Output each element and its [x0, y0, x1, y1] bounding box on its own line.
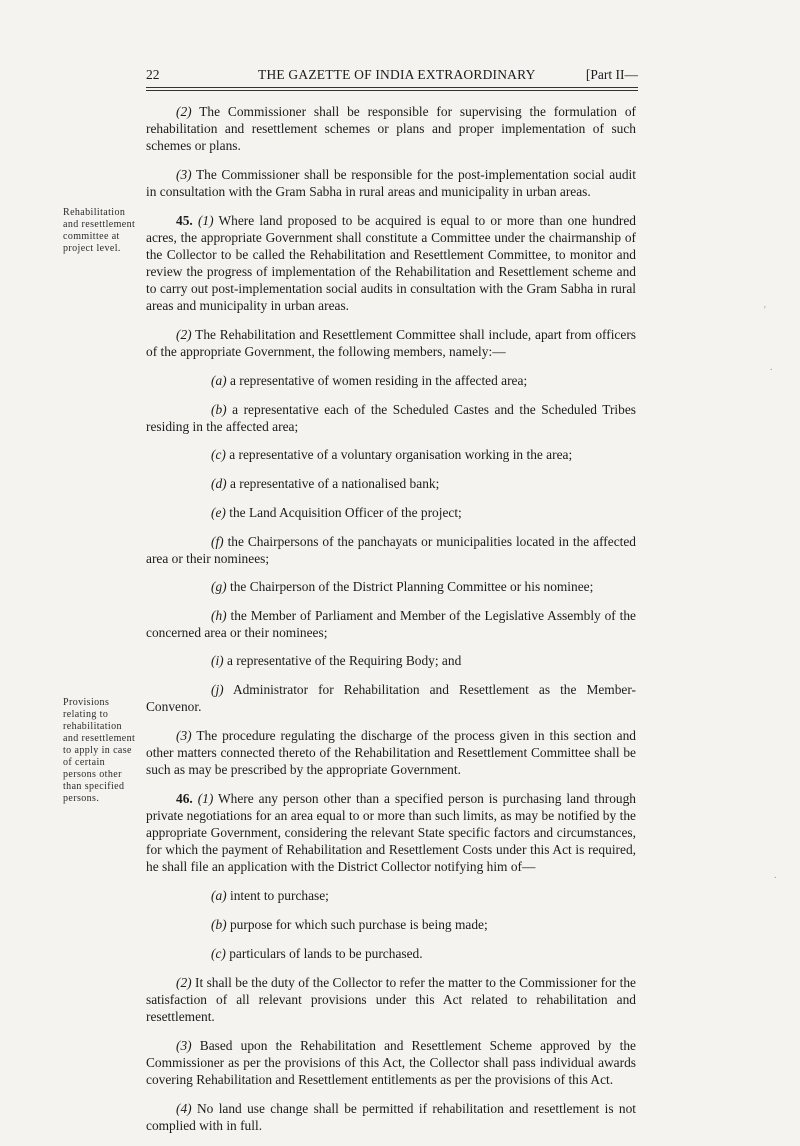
header-rule-top — [146, 87, 638, 88]
document-body — [146, 103, 636, 1146]
section-45-item-c: (c) a representative of a voluntary organisation working in the area; — [211, 447, 573, 462]
section-46-item-c: (c) particulars of lands to be purchased. — [211, 946, 423, 961]
part-label: [Part II— — [585, 67, 638, 82]
scan-speck: . — [774, 870, 777, 881]
section-46-item-a: (a) intent to purchase; — [211, 888, 329, 903]
section-45-item-j: (j) Administrator for Rehabilitation and Resettlement as the Member-Convenor. — [146, 682, 637, 714]
section-45-item-h: (h) the Member of Parliament and Member of the Legislative Assembly of the concerned area or their nominees; — [146, 608, 636, 640]
section-45-item-d: (d) a representative of a nationalised bank; — [211, 476, 440, 491]
scan-speck: . — [770, 362, 773, 373]
section-45-clause-3: (3) The procedure regulating the discharge of the process given in this section and other matters connected thereto of the Rehabilitation and Resettlement Committee shall be such as may be prescribed by the appropriate Government. — [146, 728, 637, 777]
section-46-item-b: (b) purpose for which such purchase is being made; — [211, 917, 488, 932]
header-rule-bottom — [146, 90, 638, 91]
section-45-item-f: (f) the Chairpersons of the panchayats or municipalities located in the affected area or their nominees; — [146, 534, 636, 566]
section-number: 46. — [176, 791, 193, 806]
section-45-clause-1: 45. (1) Where land proposed to be acquired is equal to or more than one hundred acres, the appropriate Government shall constitute a Committee under the chairmanship of the Collector to be called the Rehabilitation and Resettlement Committee, to monitor and review the progress of implementation of the Rehabilitation and Resettlement scheme and to carry out post-implementation social audits in consultation with the Gram Sabha in rural areas and municipality in urban areas. — [146, 213, 636, 313]
section-45-item-b: (b) a representative each of the Scheduled Castes and the Scheduled Tribes residing in the affected area; — [146, 402, 636, 434]
section-45-item-a: (a) a representative of women residing in the affected area; — [211, 373, 528, 388]
page-number: 22 — [146, 67, 160, 82]
section-45-item-e: (e) the Land Acquisition Officer of the project; — [211, 505, 462, 520]
section-46-clause-2: (2) It shall be the duty of the Collector to refer the matter to the Commissioner for the satisfaction of all relevant provisions under this Act related to rehabilitation and resettlement. — [146, 975, 636, 1024]
section-45-item-g: (g) the Chairperson of the District Planning Committee or his nominee; — [211, 579, 594, 594]
section-44-clause-2: (2) The Commissioner shall be responsible for supervising the formulation of rehabilitation and resettlement schemes or plans and proper implementation of such schemes or plans. — [146, 104, 636, 153]
section-45-clause-2: (2) The Rehabilitation and Resettlement Committee shall include, apart from officers of the appropriate Government, the following members, namely:— — [146, 327, 636, 359]
section-number: 45. — [176, 213, 193, 228]
section-46-clause-4: (4) No land use change shall be permitted if rehabilitation and resettlement is not complied with in full. — [146, 1101, 636, 1133]
section-44-clause-3: (3) The Commissioner shall be responsible for the post-implementation social audit in consultation with the Gram Sabha in rural areas and municipality in urban areas. — [146, 167, 636, 199]
section-46-clause-3: (3) Based upon the Rehabilitation and Resettlement Scheme approved by the Commissioner as per the provisions of this Act, the Collector shall pass individual awards covering Rehabilitation and Resettlement entitlements as per the provisions of this Act. — [146, 1038, 637, 1087]
scan-speck: ' — [764, 305, 766, 316]
section-45-item-i: (i) a representative of the Requiring Body; and — [211, 653, 462, 668]
section-46-clause-1: 46. (1) Where any person other than a specified person is purchasing land through private negotiations for an area equal to or more than such limits, as may be notified by the appropriate Government, considering the relevant State specific factors and circumstances, for which the payment of Rehabilitation and Resettlement Costs under this Act is required, he shall file an application with the District Collector notifying him of— — [146, 791, 636, 874]
margin-note-section-45: Rehabilitation and resettlement committee at project level. — [63, 207, 136, 254]
margin-note-section-46: Provisions relating to rehabilitation and resettlement to apply in case of certain persons other than specified persons. — [63, 697, 136, 804]
gazette-title: THE GAZETTE OF INDIA EXTRAORDINARY — [258, 67, 536, 82]
